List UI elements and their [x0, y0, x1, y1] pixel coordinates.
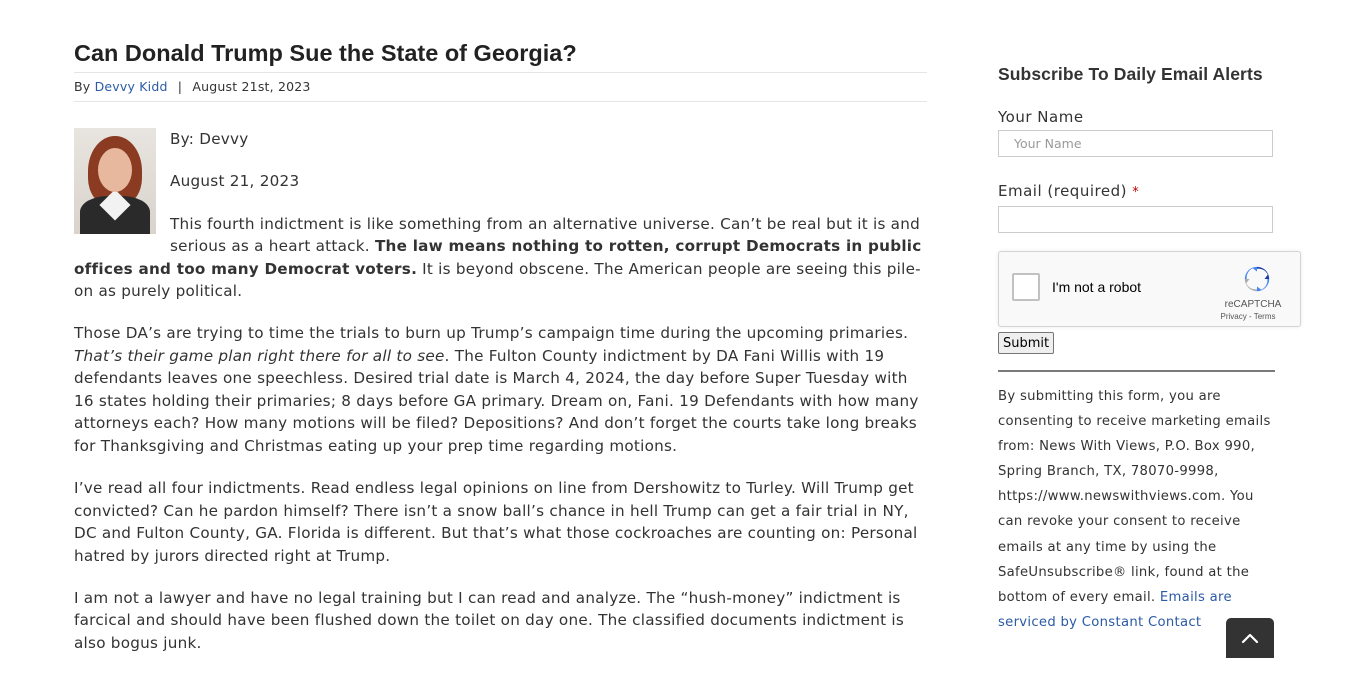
author-photo — [74, 128, 156, 234]
recaptcha-label: I'm not a robot — [1052, 279, 1142, 295]
recaptcha-brand: reCAPTCHA — [1224, 299, 1282, 310]
recaptcha-widget — [998, 251, 1301, 327]
paragraph-3: I’ve read all four indictments. Read endless legal opinions on line from Dershowitz to Turley. Will Trump get convicted? Can he pardon himself? There isn’t a snow ball’s chance in hell Trump can get a fair trial in NY, DC and Fulton County, GA. Florida is different. But that’s what those cockroaches are counting on: Personal hatred by jurors directed right at Trump. — [74, 479, 918, 565]
consent-disclaimer — [998, 384, 1275, 635]
article-content — [74, 128, 927, 654]
article — [74, 38, 927, 674]
submit-button[interactable]: Submit — [998, 332, 1054, 354]
sidebar-subscribe-widget — [998, 64, 1282, 635]
constant-contact-link[interactable]: Emails are serviced by Constant Contact — [998, 589, 1232, 630]
meta-separator: | — [177, 79, 183, 94]
date-line: August 21, 2023 — [170, 172, 300, 191]
byline: By: Devvy — [170, 130, 249, 148]
recaptcha-links — [1208, 312, 1288, 321]
author-link[interactable]: Devvy Kidd — [94, 79, 168, 94]
paragraph-2 — [74, 322, 927, 457]
recaptcha-link-separator: - — [1246, 312, 1254, 321]
email-field[interactable] — [998, 206, 1273, 233]
paragraph-1-bold: The law means nothing to rotten, corrupt Democrats in public offices and too many Democrat voters. — [74, 237, 922, 278]
page-title: Can Donald Trump Sue the State of Georgia? — [74, 38, 927, 73]
paragraph-2-text-b: . The Fulton County indictment by DA Fani Willis with 19 defendants leaves one speechless. Desired trial date is March 4, 2024, the day before Super Tuesday with 16 states holding their primaries; 8 days before GA primary. Dream on, Fani. 19 Defendants with how many attorneys each? How many motions will be filed? Depositions? And don’t forget the courts take long breaks for Thanksgiving and Christmas eating up your prep time regarding motions. — [74, 346, 919, 455]
post-date: August 21st, 2023 — [192, 79, 311, 94]
paragraph-2-italic: That’s their game plan right there for all to see — [74, 346, 445, 365]
email-label — [998, 181, 1275, 203]
by-label: By — [74, 79, 91, 94]
divider — [998, 370, 1275, 372]
email-label-text: Email (required) — [998, 182, 1127, 200]
chevron-up-icon — [1241, 632, 1259, 644]
recaptcha-logo-icon — [1242, 264, 1272, 294]
disclaimer-text: By submitting this form, you are consenting to receive marketing emails from: News With Views, P.O. Box 990, Spring Branch, TX, 78070-9998, https://www.newswithviews.com. You can revoke your consent to receive emails at any time by using the SafeUnsubscribe® link, found at the bottom of every email. — [998, 389, 1271, 605]
recaptcha-checkbox[interactable] — [1012, 273, 1040, 301]
recaptcha-terms-link[interactable]: Terms — [1253, 312, 1276, 321]
paragraph-1-text-a: This fourth indictment is like something from an alternative universe. Can’t be real but it is and serious as a heart attack. — [170, 214, 921, 256]
widget-title: Subscribe To Daily Email Alerts — [998, 64, 1263, 84]
paragraph-4: I am not a lawyer and have no legal training but I can read and analyze. The “hush-money” indictment is farcical and should have been flushed down the toilet on day one. The classified documents indictment is also bogus junk. — [74, 588, 905, 652]
required-mark: * — [1132, 185, 1140, 200]
back-to-top-button[interactable] — [1226, 618, 1274, 658]
paragraph-1-text-b: It is beyond obscene. The American people are seeing this pile-on as purely political. — [74, 259, 921, 301]
recaptcha-privacy-link[interactable]: Privacy — [1220, 312, 1247, 321]
paragraph-1 — [74, 213, 927, 303]
name-field[interactable] — [998, 130, 1273, 157]
post-meta — [74, 73, 927, 102]
paragraph-2-text-a: Those DA’s are trying to time the trials to burn up Trump’s campaign time during the upcoming primaries. — [74, 324, 909, 343]
name-label: Your Name — [998, 108, 1084, 126]
